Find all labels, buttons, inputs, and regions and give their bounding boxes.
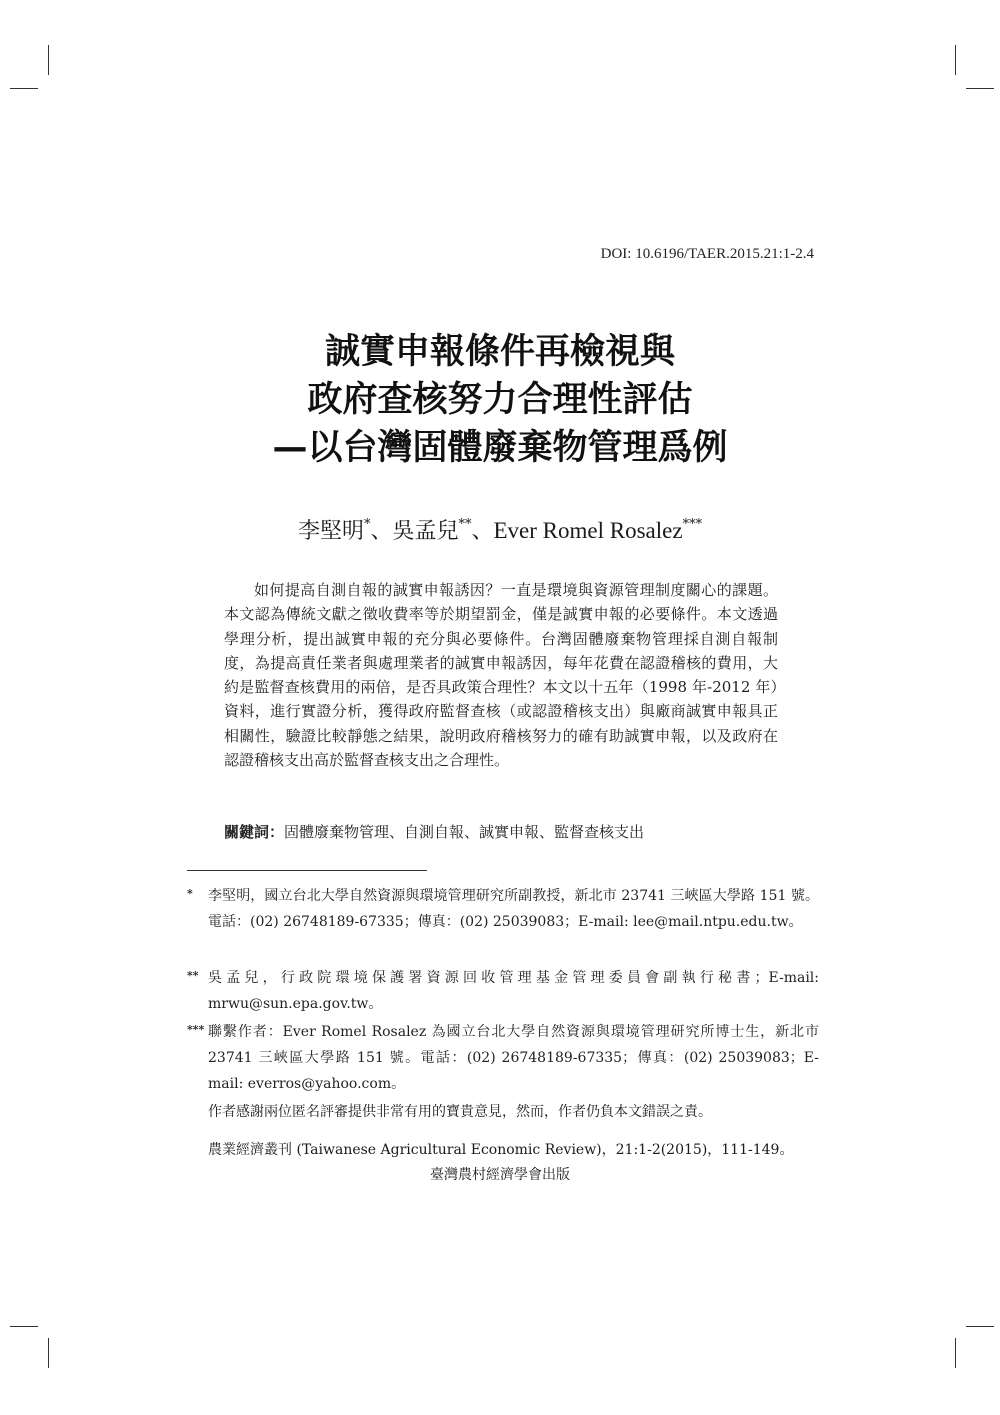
publisher: 臺灣農村經濟學會出版 <box>430 1167 570 1183</box>
crop-mark-bottom-right-v <box>955 1338 956 1368</box>
author-2-mark: ** <box>458 517 472 532</box>
footnote-divider <box>187 870 427 871</box>
crop-mark-top-left-h <box>10 88 38 89</box>
title-line-3: —以台灣固體廢棄物管理爲例 <box>272 428 728 468</box>
crop-mark-top-right-h <box>966 88 994 89</box>
crop-mark-top-left-v <box>48 45 49 75</box>
crop-mark-bottom-right-h <box>966 1326 994 1327</box>
author-3: Ever Romel Rosalez <box>493 518 683 543</box>
abstract: 如何提高自測自報的誠實申報誘因？一直是環境與資源管理制度關心的課題。本文認為傳統文獻之徵收費率等於期望罰金，僅是誠實申報的必要條件。本文透過學理分析，提出誠實申報的充分與必要條件。台灣固體廢棄物管理採自測自報制度，為提高責任業者與處理業者的誠實申報誘因，每年花費在認證稽核的費用，大約是監督查核費用的兩倍，是否具政策合理性？本文以十五年（1998 年-2012 年）資料，進行實證分析，獲得政府監督查核（或認證稽核支出）與廠商誠實申報具正相關性，驗證比較靜態之結果，說明政府稽核努力的確有助誠實申報，以及政府在認證稽核支出高於監督查核支出之合理性。 <box>224 581 778 770</box>
footnote-2-mark: ** <box>187 969 199 982</box>
footnote-1 <box>187 883 819 935</box>
author-separator: 、 <box>471 519 494 544</box>
crop-mark-bottom-left-v <box>48 1338 49 1368</box>
journal-citation: 農業經濟叢刊 (Taiwanese Agricultural Economic Review)，21:1-2(2015)，111-149。 <box>208 1142 794 1158</box>
title-line-1: 誠實申報條件再檢視與 <box>324 332 675 372</box>
crop-mark-bottom-left-h <box>10 1326 38 1327</box>
author-2: 吳孟兒 <box>392 519 459 544</box>
keywords-text: 固體廢棄物管理、自測自報、誠實申報、監督查核支出 <box>284 823 645 841</box>
footnote-3 <box>187 1019 819 1097</box>
author-line <box>0 510 1000 547</box>
footnote-2 <box>187 965 819 1017</box>
keywords-label: 關鍵詞： <box>224 823 285 841</box>
footnote-3-text: 聯繫作者：Ever Romel Rosalez 為國立台北大學自然資源與環境管理研究所博士生，新北市 23741 三峽區大學路 151 號。電話：(02) 26748189-67335；傳真：(02) 25039083；E-mail: everros@yahoo.com。 <box>208 1024 819 1092</box>
crop-mark-top-right-v <box>955 45 956 75</box>
title-line-2: 政府查核努力合理性評估 <box>307 380 693 420</box>
author-3-mark: *** <box>682 517 703 532</box>
acknowledgement: 作者感謝兩位匿名評審提供非常有用的寶貴意見，然而，作者仍負本文錯誤之責。 <box>208 1104 712 1120</box>
footnote-1-text: 李堅明，國立台北大學自然資源與環境管理研究所副教授，新北市 23741 三峽區大學路 151 號。電話：(02) 26748189-67335；傳真：(02) 25039083；E-mail: lee@mail.ntpu.edu.tw。 <box>208 888 819 930</box>
footnote-2-text: 吳孟兒，行政院環境保護署資源回收管理基金管理委員會副執行秘書；E-mail: mrwu@sun.epa.gov.tw。 <box>208 970 819 1012</box>
author-1-mark: * <box>363 517 371 532</box>
keywords <box>224 820 784 844</box>
footnote-3-mark: *** <box>187 1023 205 1036</box>
author-1: 李堅明 <box>297 519 364 544</box>
author-separator: 、 <box>370 519 393 544</box>
doi-label: DOI: 10.6196/TAER.2015.21:1-2.4 <box>600 246 814 262</box>
paper-title <box>0 328 1000 472</box>
footnote-1-mark: * <box>187 887 193 900</box>
